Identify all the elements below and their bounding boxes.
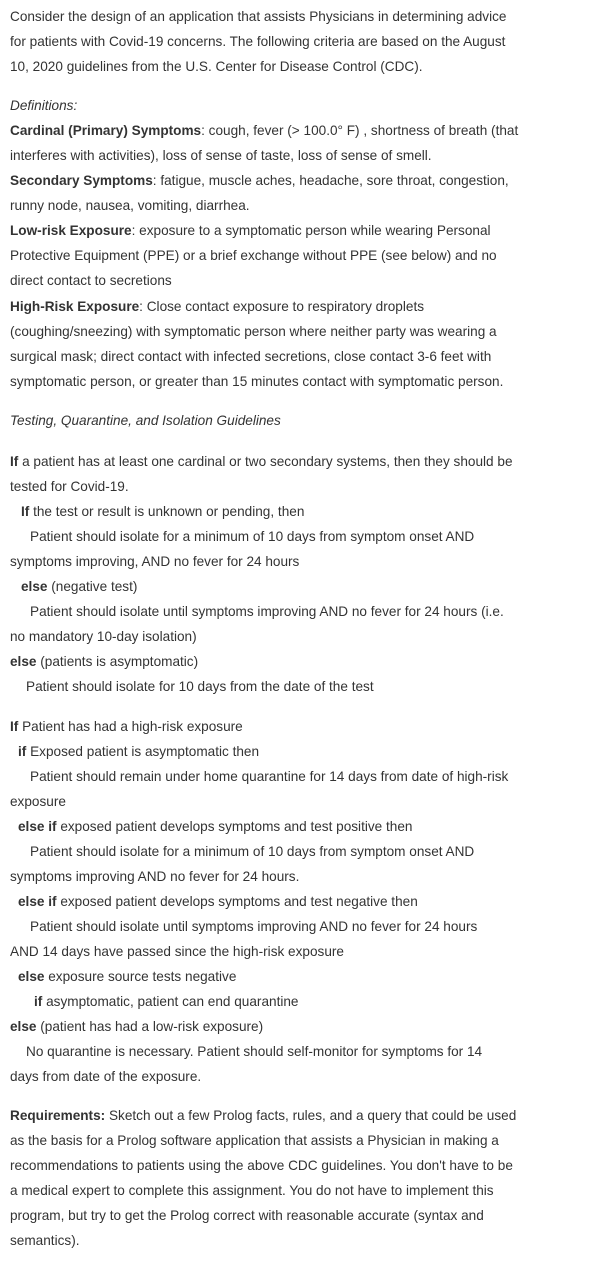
b1-line-1: If a patient has at least one cardinal or two secondary systems, then they should be [10, 454, 513, 469]
b1-line-8: no mandatory 10-day isolation) [10, 629, 197, 644]
low-risk-def-line-2: Protective Equipment (PPE) or a brief exchange without PPE (see below) and no [10, 248, 497, 263]
b2-line-8: else if exposed patient develops symptoms and test negative then [18, 894, 418, 909]
b2-line-1: If Patient has had a high-risk exposure [10, 719, 243, 734]
high-risk-def-line-3: surgical mask; direct contact with infected secretions, close contact 3-6 feet with [10, 349, 492, 364]
requirements-line-1: Requirements: Sketch out a few Prolog facts, rules, and a query that could be used [10, 1108, 517, 1123]
secondary-term: Secondary Symptoms [10, 173, 153, 188]
b2-line-3: Patient should remain under home quarantine for 14 days from date of high-risk [30, 769, 509, 784]
b2-line-13: else (patient has had a low-risk exposure) [10, 1019, 264, 1034]
b1-line-2: tested for Covid-19. [10, 479, 129, 494]
requirements-line-2: as the basis for a Prolog software application that assists a Physician in making a [10, 1133, 499, 1148]
requirements-line-3: recommendations to patients using the above CDC guidelines. You don't have to be [10, 1158, 513, 1173]
b2-line-5: else if exposed patient develops symptoms and test positive then [18, 819, 413, 834]
requirements-line-5: program, but try to get the Prolog correct with reasonable accurate (syntax and [10, 1208, 484, 1223]
secondary-def-line-2: runny node, nausea, vomiting, diarrhea. [10, 198, 250, 213]
low-risk-def-line-3: direct contact to secretions [10, 273, 172, 288]
b2-line-11: else exposure source tests negative [18, 969, 237, 984]
b2-line-12: if asymptomatic, patient can end quarantine [34, 994, 299, 1009]
b2-line-15: days from date of the exposure. [10, 1069, 202, 1084]
b2-line-10: AND 14 days have passed since the high-risk exposure [10, 944, 344, 959]
low-risk-term: Low-risk Exposure [10, 223, 132, 238]
high-risk-def-line-4: symptomatic person, or greater than 15 minutes contact with symptomatic person. [10, 374, 504, 389]
b2-line-14: No quarantine is necessary. Patient should self-monitor for symptoms for 14 [26, 1044, 483, 1059]
b1-line-9: else (patients is asymptomatic) [10, 654, 199, 669]
b2-line-2: if Exposed patient is asymptomatic then [18, 744, 260, 759]
intro-line-3: 10, 2020 guidelines from the U.S. Center for Disease Control (CDC). [10, 59, 423, 74]
requirements-term: Requirements: [10, 1108, 106, 1123]
cardinal-def-line-1: Cardinal (Primary) Symptoms: cough, fever (> 100.0° F) , shortness of breath (that [10, 123, 519, 138]
cardinal-def-line-2: interferes with activities), loss of sense of taste, loss of sense of smell. [10, 148, 432, 163]
definitions-heading: Definitions: [10, 98, 78, 113]
cardinal-term: Cardinal (Primary) Symptoms [10, 123, 202, 138]
b2-line-6: Patient should isolate for a minimum of 10 days from symptom onset AND [30, 844, 475, 859]
b1-line-5: symptoms improving, AND no fever for 24 hours [10, 554, 300, 569]
b1-line-3: If the test or result is unknown or pending, then [21, 504, 305, 519]
guidelines-heading: Testing, Quarantine, and Isolation Guidelines [10, 413, 281, 428]
b1-line-10: Patient should isolate for 10 days from the date of the test [26, 679, 374, 694]
low-risk-def-line-1: Low-risk Exposure: exposure to a symptomatic person while wearing Personal [10, 223, 491, 238]
high-risk-term: High-Risk Exposure [10, 299, 140, 314]
b1-line-7: Patient should isolate until symptoms improving AND no fever for 24 hours (i.e. [30, 604, 504, 619]
b2-line-7: symptoms improving AND no fever for 24 hours. [10, 869, 300, 884]
high-risk-def-line-2: (coughing/sneezing) with symptomatic person where neither party was wearing a [10, 324, 497, 339]
high-risk-def-line-1: High-Risk Exposure: Close contact exposure to respiratory droplets [10, 299, 425, 314]
intro-line-2: for patients with Covid-19 concerns. The following criteria are based on the August [10, 34, 506, 49]
requirements-line-4: a medical expert to complete this assignment. You do not have to implement this [10, 1183, 494, 1198]
b2-line-9: Patient should isolate until symptoms improving AND no fever for 24 hours [30, 919, 478, 934]
requirements-line-6: semantics). [10, 1233, 80, 1248]
b2-line-4: exposure [10, 794, 66, 809]
b1-line-4: Patient should isolate for a minimum of 10 days from symptom onset AND [30, 529, 475, 544]
intro-line-1: Consider the design of an application that assists Physicians in determining advice [10, 9, 507, 24]
b1-line-6: else (negative test) [21, 579, 138, 594]
secondary-def-line-1: Secondary Symptoms: fatigue, muscle aches, headache, sore throat, congestion, [10, 173, 509, 188]
